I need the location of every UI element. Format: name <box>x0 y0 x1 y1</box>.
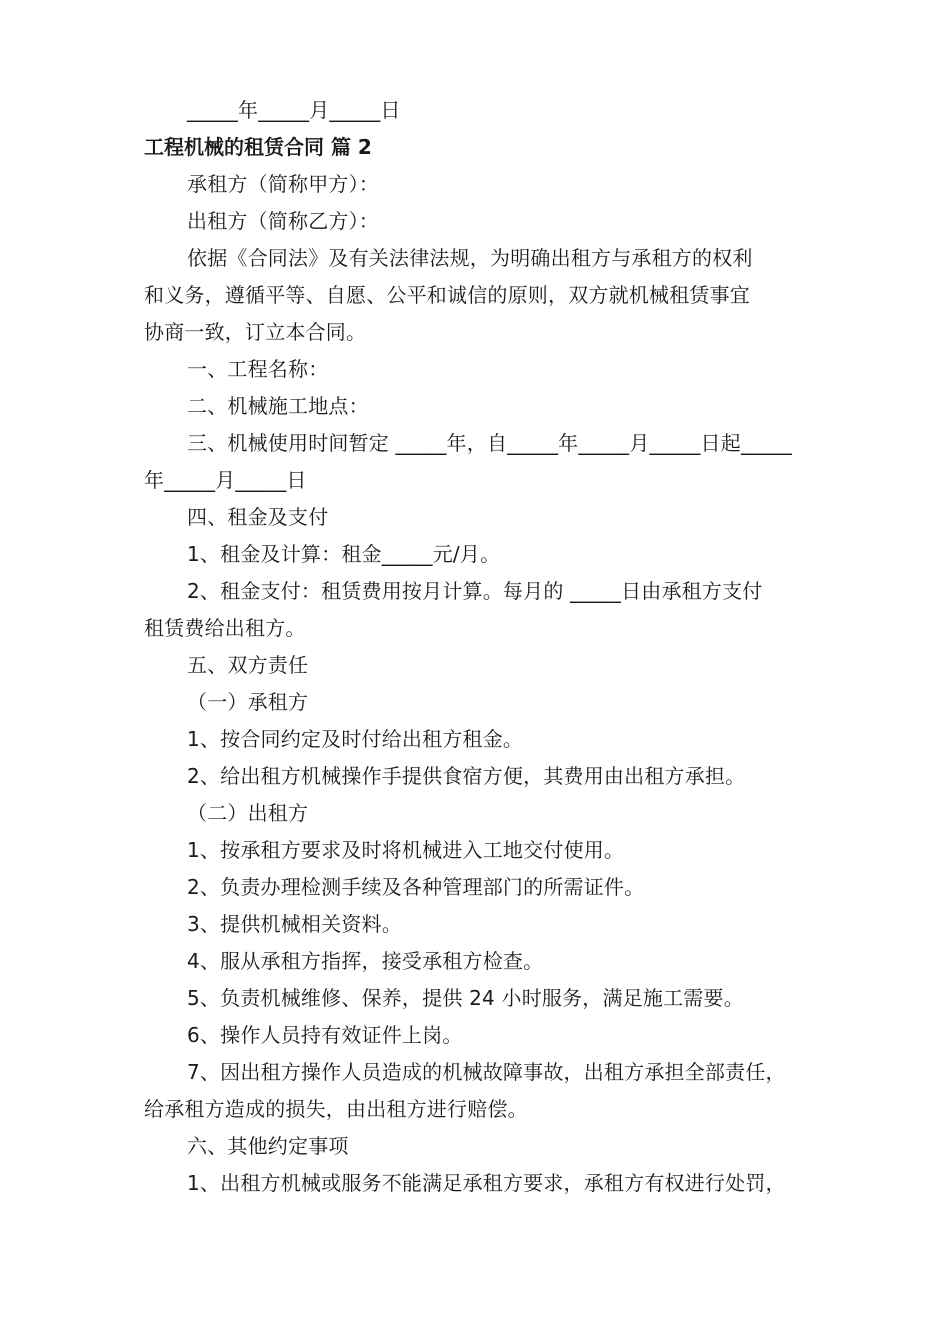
paragraph-line: 五、双方责任 <box>187 653 309 677</box>
paragraph-line: 2、租金支付：租赁费用按月计算。每月的 _____日由承租方支付 <box>187 579 763 603</box>
paragraph-line: 4、服从承租方指挥，接受承租方检查。 <box>187 949 544 973</box>
paragraph-line: 四、租金及支付 <box>187 505 329 529</box>
document-page <box>144 92 834 1202</box>
contract-body <box>144 166 834 1202</box>
paragraph-line: 给承租方造成的损失，由出租方进行赔偿。 <box>144 1097 528 1121</box>
paragraph-line: 1、出租方机械或服务不能满足承租方要求，承租方有权进行处罚， <box>187 1171 786 1195</box>
date-line: _____年_____月_____日 <box>187 98 401 122</box>
paragraph-line: 和义务，遵循平等、自愿、公平和诚信的原则，双方就机械租赁事宜 <box>144 283 750 307</box>
paragraph-line: 出租方（简称乙方）： <box>187 209 379 233</box>
paragraph-line: 1、租金及计算：租金_____元/月。 <box>187 542 501 566</box>
paragraph-line: 2、负责办理检测手续及各种管理部门的所需证件。 <box>187 875 645 899</box>
paragraph-line: 7、因出租方操作人员造成的机械故障事故，出租方承担全部责任， <box>187 1060 786 1084</box>
paragraph-line: 1、按承租方要求及时将机械进入工地交付使用。 <box>187 838 625 862</box>
paragraph-line: （一）承租方 <box>187 690 309 714</box>
paragraph-line: 2、给出租方机械操作手提供食宿方便，其费用由出租方承担。 <box>187 764 746 788</box>
paragraph-line: 租赁费给出租方。 <box>144 616 306 640</box>
paragraph-line: 依据《合同法》及有关法律法规，为明确出租方与承租方的权利 <box>187 246 753 270</box>
paragraph-line: 承租方（简称甲方）： <box>187 172 379 196</box>
paragraph-line: 六、其他约定事项 <box>187 1134 349 1158</box>
paragraph-line: 年_____月_____日 <box>144 468 307 492</box>
paragraph-line: 一、工程名称： <box>187 357 329 381</box>
contract-title: 工程机械的租赁合同 篇 2 <box>144 135 372 159</box>
paragraph-line: 5、负责机械维修、保养，提供 24 小时服务，满足施工需要。 <box>187 986 744 1010</box>
paragraph-line: 3、提供机械相关资料。 <box>187 912 402 936</box>
paragraph-line: 三、机械使用时间暂定 _____年，自_____年_____月_____日起_____ <box>187 431 792 455</box>
paragraph-line: 1、按合同约定及时付给出租方租金。 <box>187 727 524 751</box>
paragraph-line: （二）出租方 <box>187 801 309 825</box>
paragraph-line: 二、机械施工地点： <box>187 394 369 418</box>
paragraph-line: 6、操作人员持有效证件上岗。 <box>187 1023 463 1047</box>
paragraph-line: 协商一致，订立本合同。 <box>144 320 367 344</box>
